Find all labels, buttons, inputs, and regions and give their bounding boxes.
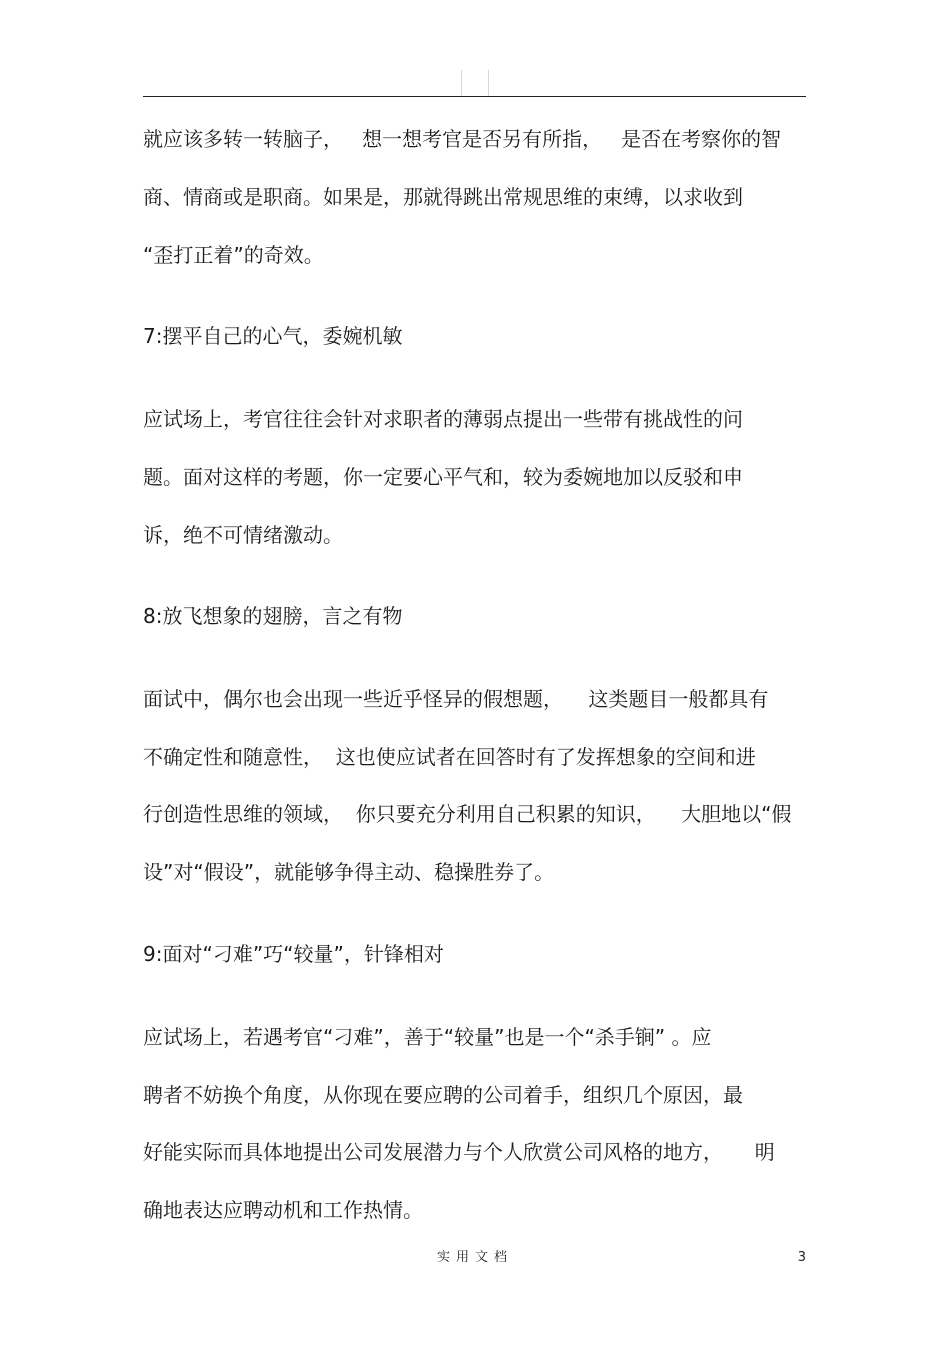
- paragraph-line: 诉，绝不可情绪激动。: [143, 523, 343, 547]
- section-heading-7: 7:摆平自己的心气，委婉机敏: [143, 324, 403, 348]
- header-marks: [461, 70, 489, 96]
- paragraph-line: 题。面对这样的考题，你一定要心平气和，较为委婉地加以反驳和申: [143, 465, 743, 489]
- page-number: 3: [797, 1250, 806, 1265]
- paragraph-line: 面试中，偶尔也会出现一些近乎怪异的假想题， 这类题目一般都具有: [143, 687, 769, 711]
- paragraph-line: 确地表达应聘动机和工作热情。: [143, 1198, 423, 1222]
- header-rule: [143, 96, 806, 97]
- paragraph-line: 不确定性和随意性， 这也使应试者在回答时有了发挥想象的空间和进: [143, 745, 756, 769]
- paragraph-line: 就应该多转一转脑子， 想一想考官是否另有所指， 是否在考察你的智: [143, 127, 782, 151]
- paragraph-line: 设”对“假设”，就能够争得主动、稳操胜券了。: [143, 860, 555, 884]
- paragraph-line: 好能实际而具体地提出公司发展潜力与个人欣赏公司风格的地方， 明: [143, 1140, 775, 1164]
- paragraph-line: 行创造性思维的领域， 你只要充分利用自己积累的知识， 大胆地以“假: [143, 802, 792, 826]
- footer-label: 实用文档: [436, 1250, 513, 1265]
- paragraph-line: 聘者不妨换个角度，从你现在要应聘的公司着手，组织几个原因，最: [143, 1083, 743, 1107]
- section-heading-9: 9:面对“刁难”巧“较量”，针锋相对: [143, 942, 444, 966]
- paragraph-line: 商、情商或是职商。如果是，那就得跳出常规思维的束缚，以求收到: [143, 185, 743, 209]
- paragraph-line: 应试场上，考官往往会针对求职者的薄弱点提出一些带有挑战性的问: [143, 407, 743, 431]
- section-heading-8: 8:放飞想象的翅膀，言之有物: [143, 604, 403, 628]
- paragraph-line: 应试场上，若遇考官“刁难”，善于“较量”也是一个“杀手锏” 。应: [143, 1025, 712, 1049]
- paragraph-line: “歪打正着”的奇效。: [143, 243, 324, 267]
